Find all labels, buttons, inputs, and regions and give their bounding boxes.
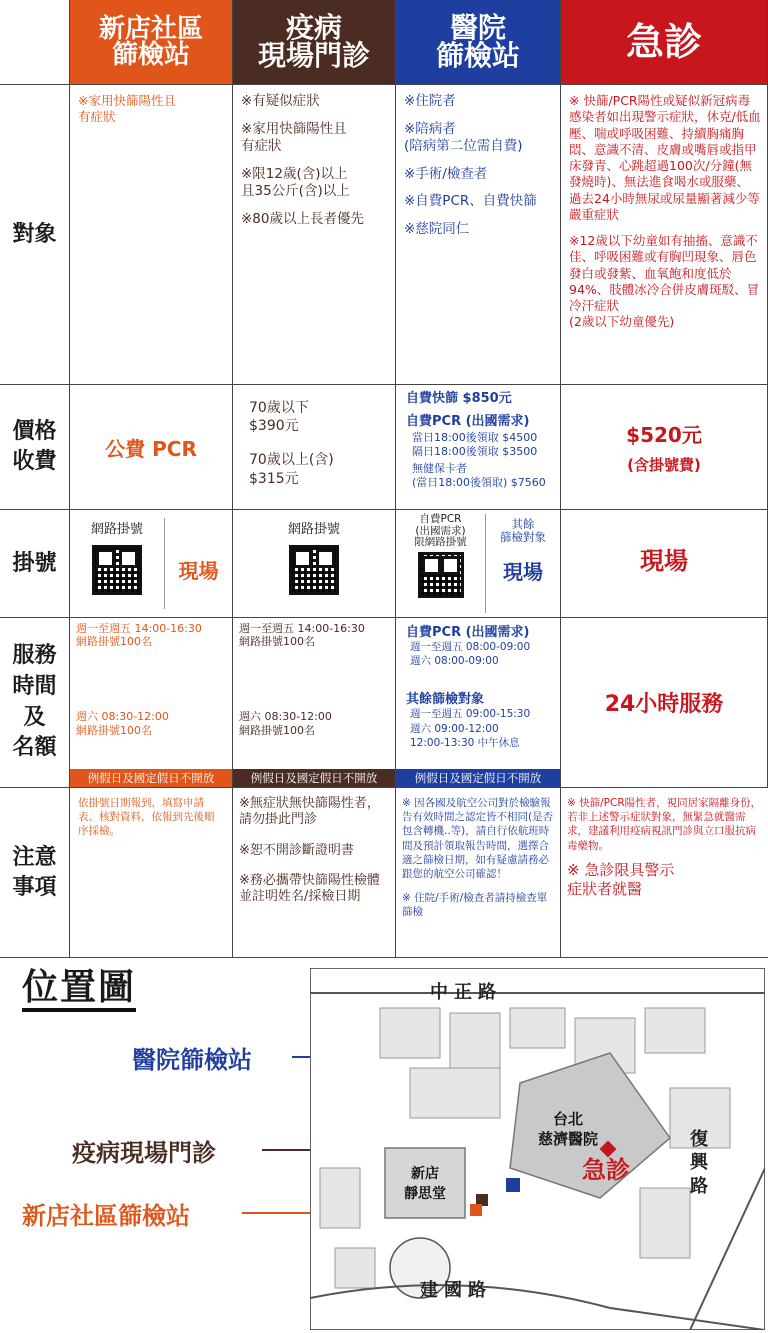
row-label-price: 價格 收費	[0, 385, 70, 510]
header-emergency: 急診	[561, 0, 768, 85]
price-community: 公費 PCR	[70, 385, 233, 510]
price-emergency	[561, 385, 768, 510]
qr-code-icon[interactable]	[92, 545, 142, 595]
register-hospital-other-label: 其餘 篩檢對象	[500, 517, 546, 545]
hours-community	[70, 618, 233, 788]
price-clinic-under70: 70歲以下 $390元	[249, 400, 309, 435]
register-emergency: 現場	[561, 510, 768, 618]
target-community-item: ※家用快篩陽性且 有症狀	[78, 93, 176, 124]
hours-community-saturday: 週六 08:30-12:00 網路掛號100名	[76, 710, 169, 737]
price-emergency-amount: $520元	[626, 423, 702, 447]
header-field-clinic: 疫病 現場門診	[233, 0, 396, 85]
row-label-hours: 服務 時間 及 名額	[0, 618, 70, 788]
target-clinic-item: ※限12歲(含)以上 且35公斤(含)以上	[241, 165, 350, 200]
target-clinic-item: ※家用快篩陽性且 有症狀	[241, 120, 347, 155]
target-emergency-item: ※12歲以下幼童如有抽搐、意識不佳、呼吸困難或有胸凹現象、唇色發白或發紫、血氧飽和度低於94%、肢體冰冷合併皮膚斑駁、冒冷汗症狀 (2歲以下幼童優先)	[569, 233, 760, 330]
hours-hospital-pcr-times: 週一至週五 08:00-09:00 週六 08:00-09:00	[410, 641, 531, 668]
price-hospital-no-insurance: 無健保卡者 (當日18:00後領取) $7560	[412, 462, 546, 490]
header-hospital-station: 醫院 篩檢站	[396, 0, 561, 85]
road-label-south: 建國路	[420, 1280, 492, 1301]
hours-community-weekday: 週一至週五 14:00-16:30 網路掛號100名	[76, 622, 202, 649]
notes-hospital-item: ※ 因各國及航空公司對於檢驗報告有效時間之認定皆不相同(是否包含轉機..等)，請自行依航班時間及預計領取報告時間，選擇合適之篩檢日期，如有疑慮請務必跟您的航空公司確認！	[402, 797, 554, 880]
price-hospital-pcr-options: 當日18:00後領取 $4500 隔日18:00後領取 $3500	[412, 430, 538, 458]
road-label-north: 中正路	[430, 982, 502, 1003]
target-hospital-item: ※住院者	[404, 93, 456, 109]
closed-notice-clinic: 例假日及國定假日不開放	[233, 769, 395, 787]
target-hospital-item: ※手術/檢查者	[404, 165, 488, 182]
closed-notice-hospital: 例假日及國定假日不開放	[396, 769, 560, 787]
hospital-name-line2: 慈濟醫院	[537, 1130, 599, 1148]
closed-notice-community: 例假日及國定假日不開放	[70, 769, 232, 787]
register-community	[70, 510, 233, 618]
notes-clinic-item: ※務必攜帶快篩陽性檢體並註明姓名/採檢日期	[239, 872, 380, 904]
price-clinic	[233, 385, 396, 510]
hours-hospital	[396, 618, 561, 788]
hours-clinic-saturday: 週六 08:30-12:00 網路掛號100名	[239, 710, 332, 737]
hall-name-line2: 靜思堂	[404, 1186, 446, 1202]
row-label-notes: 注意 事項	[0, 788, 70, 958]
register-clinic-online-label: 網路掛號	[287, 522, 340, 537]
notes-community: 依掛號日期報到，填寫申請表、核對資料，依報到先後順序採檢。	[70, 788, 233, 958]
target-community	[70, 85, 233, 385]
register-community-onsite: 現場	[178, 559, 219, 583]
register-hospital-other-block	[486, 510, 560, 617]
register-hospital-onsite: 現場	[503, 560, 543, 585]
register-hospital-online-label: 自費PCR (出國需求) 限網路掛號	[414, 513, 467, 549]
notes-clinic-item: ※無症狀無快篩陽性者，請勿掛此門診	[239, 796, 380, 828]
register-community-online-label: 網路掛號	[90, 522, 143, 537]
notes-hospital	[396, 788, 561, 958]
hall-building-icon	[385, 1148, 465, 1218]
hours-clinic	[233, 618, 396, 788]
target-hospital-item: ※陪病者 (陪病第二位需自費)	[404, 120, 523, 155]
notes-clinic	[233, 788, 396, 958]
header-blank	[0, 0, 70, 85]
notes-emergency	[561, 788, 768, 958]
notes-emergency-item: ※ 快篩/PCR陽性者，視同居家隔離身份，若非上述警示症狀對象，無緊急就醫需求，建議利用疫病視訊門診與立口服抗病毒藥物。	[567, 797, 762, 852]
row-label-register: 掛號	[0, 510, 70, 618]
hospital-station-marker-icon	[506, 1178, 520, 1192]
notes-clinic-item: ※恕不開診斷證明書	[239, 842, 354, 858]
hours-clinic-weekday: 週一至週五 14:00-16:30 網路掛號100名	[239, 622, 365, 649]
hours-hospital-other-title: 其餘篩檢對象	[406, 692, 485, 708]
price-hospital	[396, 385, 561, 510]
target-clinic	[233, 85, 396, 385]
target-hospital-item: ※慈院同仁	[404, 220, 470, 237]
register-hospital-online-block	[396, 514, 486, 613]
callout-community-station: 新店社區篩檢站	[22, 1202, 190, 1230]
target-hospital-item: ※自費PCR、自費快篩	[404, 193, 537, 210]
target-clinic-item: ※80歲以上長者優先	[241, 210, 364, 227]
register-clinic	[233, 510, 396, 618]
callout-hospital-station: 醫院篩檢站	[132, 1046, 252, 1074]
hours-hospital-other-times: 週一至週五 09:00-15:30 週六 09:00-12:00 12:00-13:30 中午休息	[410, 708, 531, 749]
map-title: 位置圖	[22, 968, 136, 1012]
road-label-east: 復興路	[690, 1129, 708, 1197]
price-hospital-pcr: 自費PCR (出國需求)	[406, 413, 530, 429]
community-station-marker-icon	[470, 1204, 482, 1216]
target-clinic-item: ※有疑似症狀	[241, 93, 320, 109]
notes-hospital-item: ※ 住院/手術/檢查者請持檢查單篩檢	[402, 892, 548, 919]
target-emergency-item: ※ 快篩/PCR陽性或疑似新冠病毒感染者如出現警示症狀，休克/低血壓、喘或呼吸困難、持續胸痛胸悶、意識不清、皮膚或嘴唇或指甲床發青、心跳超過100次/分鐘(無發燒時)、無法進食喝水或服藥、過去24小時無尿或尿量顯著減少等嚴重症狀	[569, 93, 761, 222]
target-emergency	[561, 85, 768, 385]
hours-emergency: 24小時服務	[561, 618, 768, 788]
hours-hospital-pcr-title: 自費PCR (出國需求)	[406, 625, 530, 640]
hall-name-line1: 新店	[411, 1166, 439, 1182]
price-emergency-note: (含掛號費)	[627, 456, 701, 474]
notes-emergency-item: ※ 急診限具警示 症狀者就醫	[567, 860, 675, 899]
price-clinic-over70: 70歲以上(含) $315元	[249, 452, 334, 487]
qr-code-icon[interactable]	[418, 552, 464, 598]
emergency-map-label: 急診	[582, 1156, 630, 1184]
callout-field-clinic: 疫病現場門診	[72, 1139, 216, 1167]
price-hospital-rapid: 自費快篩 $850元	[406, 391, 512, 406]
row-label-target: 對象	[0, 85, 70, 385]
header-community-station: 新店社區 篩檢站	[70, 0, 233, 85]
qr-code-icon[interactable]	[289, 545, 339, 595]
hospital-name-line1: 台北	[552, 1110, 584, 1128]
register-hospital	[396, 510, 561, 618]
location-map-section	[0, 958, 768, 1333]
target-hospital	[396, 85, 561, 385]
register-community-online-block	[70, 518, 165, 609]
